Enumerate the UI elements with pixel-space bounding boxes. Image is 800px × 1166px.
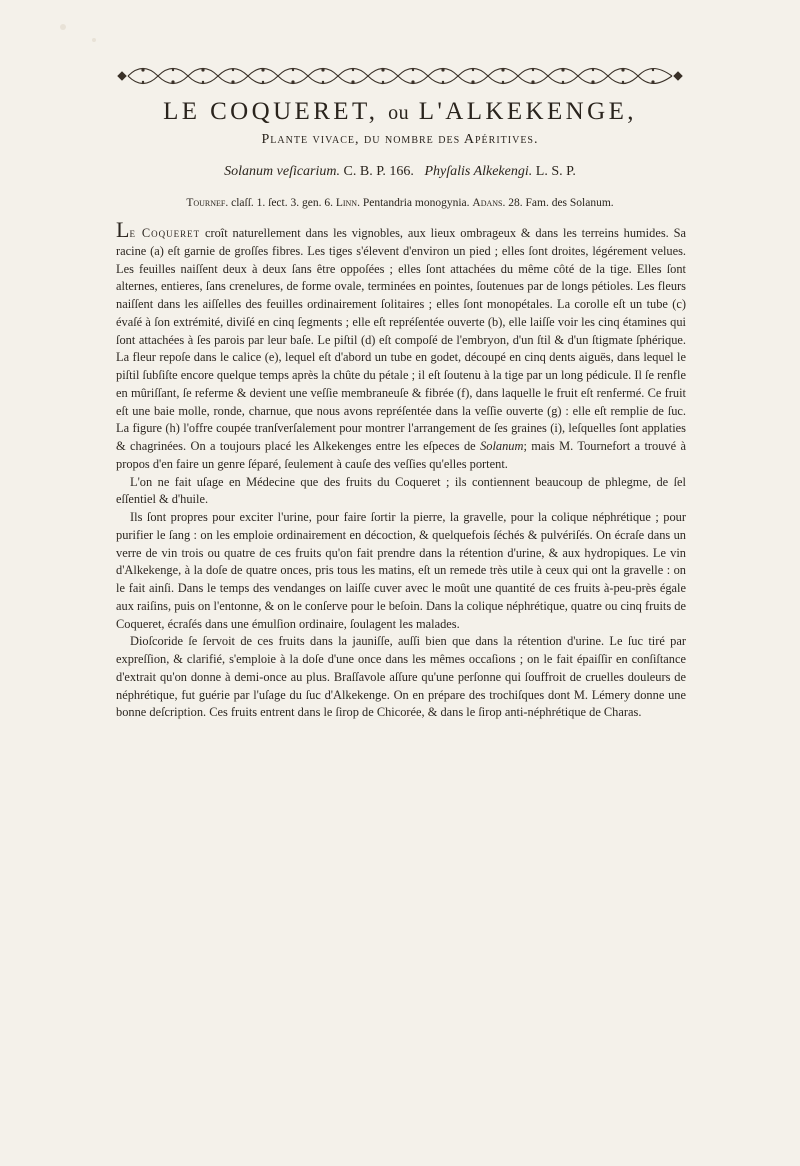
synonym-ref-2: L. S. P.	[535, 164, 576, 179]
floral-vine-ornament-icon	[114, 66, 686, 86]
page-subtitle: Plante vivace, du nombre des Apéritives.	[261, 132, 539, 147]
paragraph-dioscoride: Dioſcoride ſe ſervoit de ces fruits dans la jauniſſe, auſſi bien que dans la rétention d'urine. Le ſuc tiré par expreſſion, & clarifié, s'emploie à la doſe d'une once dans les mêmes occaſions ; on le fait épaiſſir en conſiſtance d'extrait qu'on donne à demi-once au plus. Braſſavole aſſure qu'une perſonne qui ſouffroit de cruelles douleurs de néphrétique, fut guérie par l'uſage du ſuc d'Alkekenge. On en prépare des trochiſques dont M. Lémery donne une bonne deſcription. Ces fruits entrent dans le ſirop de Chicorée, & dans le ſirop anti-néphrétique de Charas.	[116, 634, 686, 720]
paragraph-description	[116, 217, 687, 474]
classification-line	[0, 197, 800, 209]
synonym-ref-1: C. B. P. 166.	[343, 164, 414, 179]
adans-text: 28. Fam. des Solanum.	[508, 197, 614, 209]
tournef-text: claſſ. 1. ſect. 3. gen. 6.	[231, 197, 333, 209]
paper-stain	[60, 24, 66, 30]
drop-cap: L	[116, 217, 130, 242]
synonym-name-2: Phyſalis Alkekengi.	[424, 164, 533, 179]
botanical-synonyms	[0, 164, 800, 180]
synonym-name-1: Solanum veſicarium.	[224, 164, 341, 179]
paragraph-italic: Solanum	[480, 439, 524, 453]
title-main: LE COQUERET,	[163, 98, 379, 125]
paragraph-lead: e Coqueret	[129, 226, 201, 240]
paragraph-tail: ; mais M. Tournefort a trouvé à propos d'en faire un genre ſéparé, ſeulement à cauſe des veſſies qu'elles portent.	[116, 439, 686, 471]
paper-stain	[92, 38, 96, 42]
paragraph-text: croît naturellement dans les vignobles, aux lieux ombrageux & dans les terreins humides. Sa racine (a) eſt garnie de groſſes fibres. Les tiges s'élevent d'environ un pied ; elles ſont droites, légérement velues. Les feuilles naiſſent deux à deux ſans être oppoſées ; elles ſont attachées du même côté de la tige. Elles ſont alternes, entieres, ſans crenelures, de forme ovale, terminées en pointes, ſoutenues par de longs pétioles. Les fleurs naiſſent dans les aiſſelles des feuilles ordinairement ſolitaires ; elles ſont monopétales. La corolle eſt un tube (c) évaſé à ſon extrémité, diviſé en cinq ſegments ; elle eſt repréſentée ouverte (b), elle laiſſe voir les cinq étamines qui ſont attachées à ſes parois par leur baſe. Le piſtil (d) eſt compoſé de l'embryon, d'un ſtil & d'un ſtigmate ſphérique. La fleur repoſe dans le calice (e), lequel eſt d'abord un tube en godet, découpé en cinq dents aiguës, dans lequel le piſtil ſubſiſte encore quelque temps après la chûte du pétale ; il eſt ſoutenu à la tige par un long pédicule. Il ſe renfle en mûriſſant, ſe referme & devient une veſſie membraneuſe & fibrée (f), dans laquelle le fruit eſt renfermé. Ce fruit eſt une baie molle, ronde, charnue, que nous avons repréſentée dans la veſſie ouverte (g) : elle eſt remplie de ſuc. La figure (h) l'offre coupée tranſverſalement pour montrer l'arrangement de ſes graines (i), leſquelles ſont applaties & chagrinées. On a toujours placé les Alkekenges entre les eſpeces de	[116, 226, 687, 453]
title-alt: L'ALKEKENGE,	[418, 98, 637, 125]
tournef-label: Tournef.	[186, 197, 229, 209]
paragraph-usage: L'on ne fait uſage en Médecine que des fruits du Coqueret ; ils contiennent beaucoup de phlegme, de ſel eſſentiel & d'huile.	[116, 474, 686, 507]
linn-label: Linn.	[335, 197, 360, 209]
paragraph-properties: Ils ſont propres pour exciter l'urine, pour faire ſortir la pierre, la gravelle, pour la colique néphrétique ; pour purifier le ſang : on les emploie ordinairement en décoction, & quelquefois ſéchés & pulvériſés. On écraſe dans un verre de vin trois ou quatre de ces fruits qu'on fait prendre dans la rétention d'urine, & aux hydropiques. Le vin d'Alkekenge, à la doſe de quatre onces, pris tous les matins, eſt un remede très utile à ceux qui ont la gravelle : on le fait ainſi. Dans le temps des vendanges on laiſſe cuver avec le moût une quantité de ces fruits à-peu-près égale aux raiſins, puis on l'entonne, & on le conſerve pour le beſoin. Dans la colique néphrétique, quatre ou cinq fruits de Coqueret, écraſés dans une émulſion ordinaire, ſoulagent les malades.	[116, 510, 686, 631]
page-title	[0, 98, 800, 126]
article-body	[116, 217, 687, 722]
adans-label: Adans.	[472, 197, 506, 209]
title-ou: ou	[388, 102, 410, 124]
linn-text: Pentandria monogynia.	[362, 197, 470, 209]
